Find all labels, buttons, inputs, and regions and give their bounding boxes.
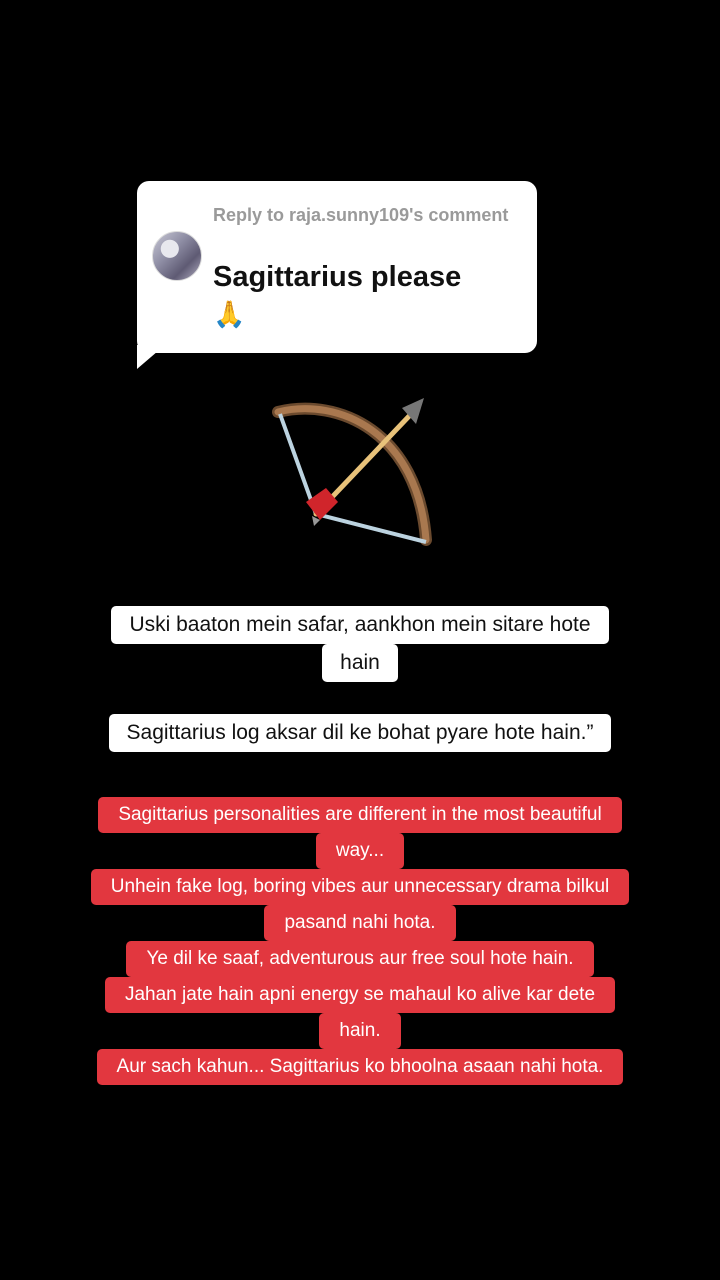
caption-line [0, 644, 720, 682]
commenter-avatar[interactable] [152, 231, 202, 281]
bow-and-arrow-icon [268, 392, 438, 552]
red-caption-line: pasand nahi hota. [264, 905, 455, 941]
reply-label: Reply to raja.sunny109's comment [213, 205, 509, 225]
reply-bubble-tail [137, 345, 165, 369]
red-caption-line: Sagittarius personalities are different in the most beautiful [98, 797, 621, 833]
red-caption-line: Ye dil ke saaf, adventurous aur free soul hote hain. [126, 941, 593, 977]
red-caption-line: hain. [319, 1013, 400, 1049]
red-caption-block [40, 797, 680, 1085]
reply-comment-text: Sagittarius please [213, 261, 462, 293]
red-caption-line: Jahan jate hain apni energy se mahaul ko alive kar dete [105, 977, 615, 1013]
folded-hands-icon: 🙏 [213, 300, 246, 330]
white-caption-line: Sagittarius log aksar dil ke bohat pyare hote hain.” [109, 714, 612, 752]
caption-line [0, 606, 720, 644]
white-caption-line: hain [322, 644, 398, 682]
red-caption-line: way... [316, 833, 404, 869]
caption-line [0, 714, 720, 752]
red-caption-line: Unhein fake log, boring vibes aur unnecessary drama bilkul [91, 869, 630, 905]
white-caption-line: Uski baaton mein safar, aankhon mein sitare hote [111, 606, 608, 644]
red-caption-line: Aur sach kahun... Sagittarius ko bhoolna asaan nahi hota. [97, 1049, 624, 1085]
